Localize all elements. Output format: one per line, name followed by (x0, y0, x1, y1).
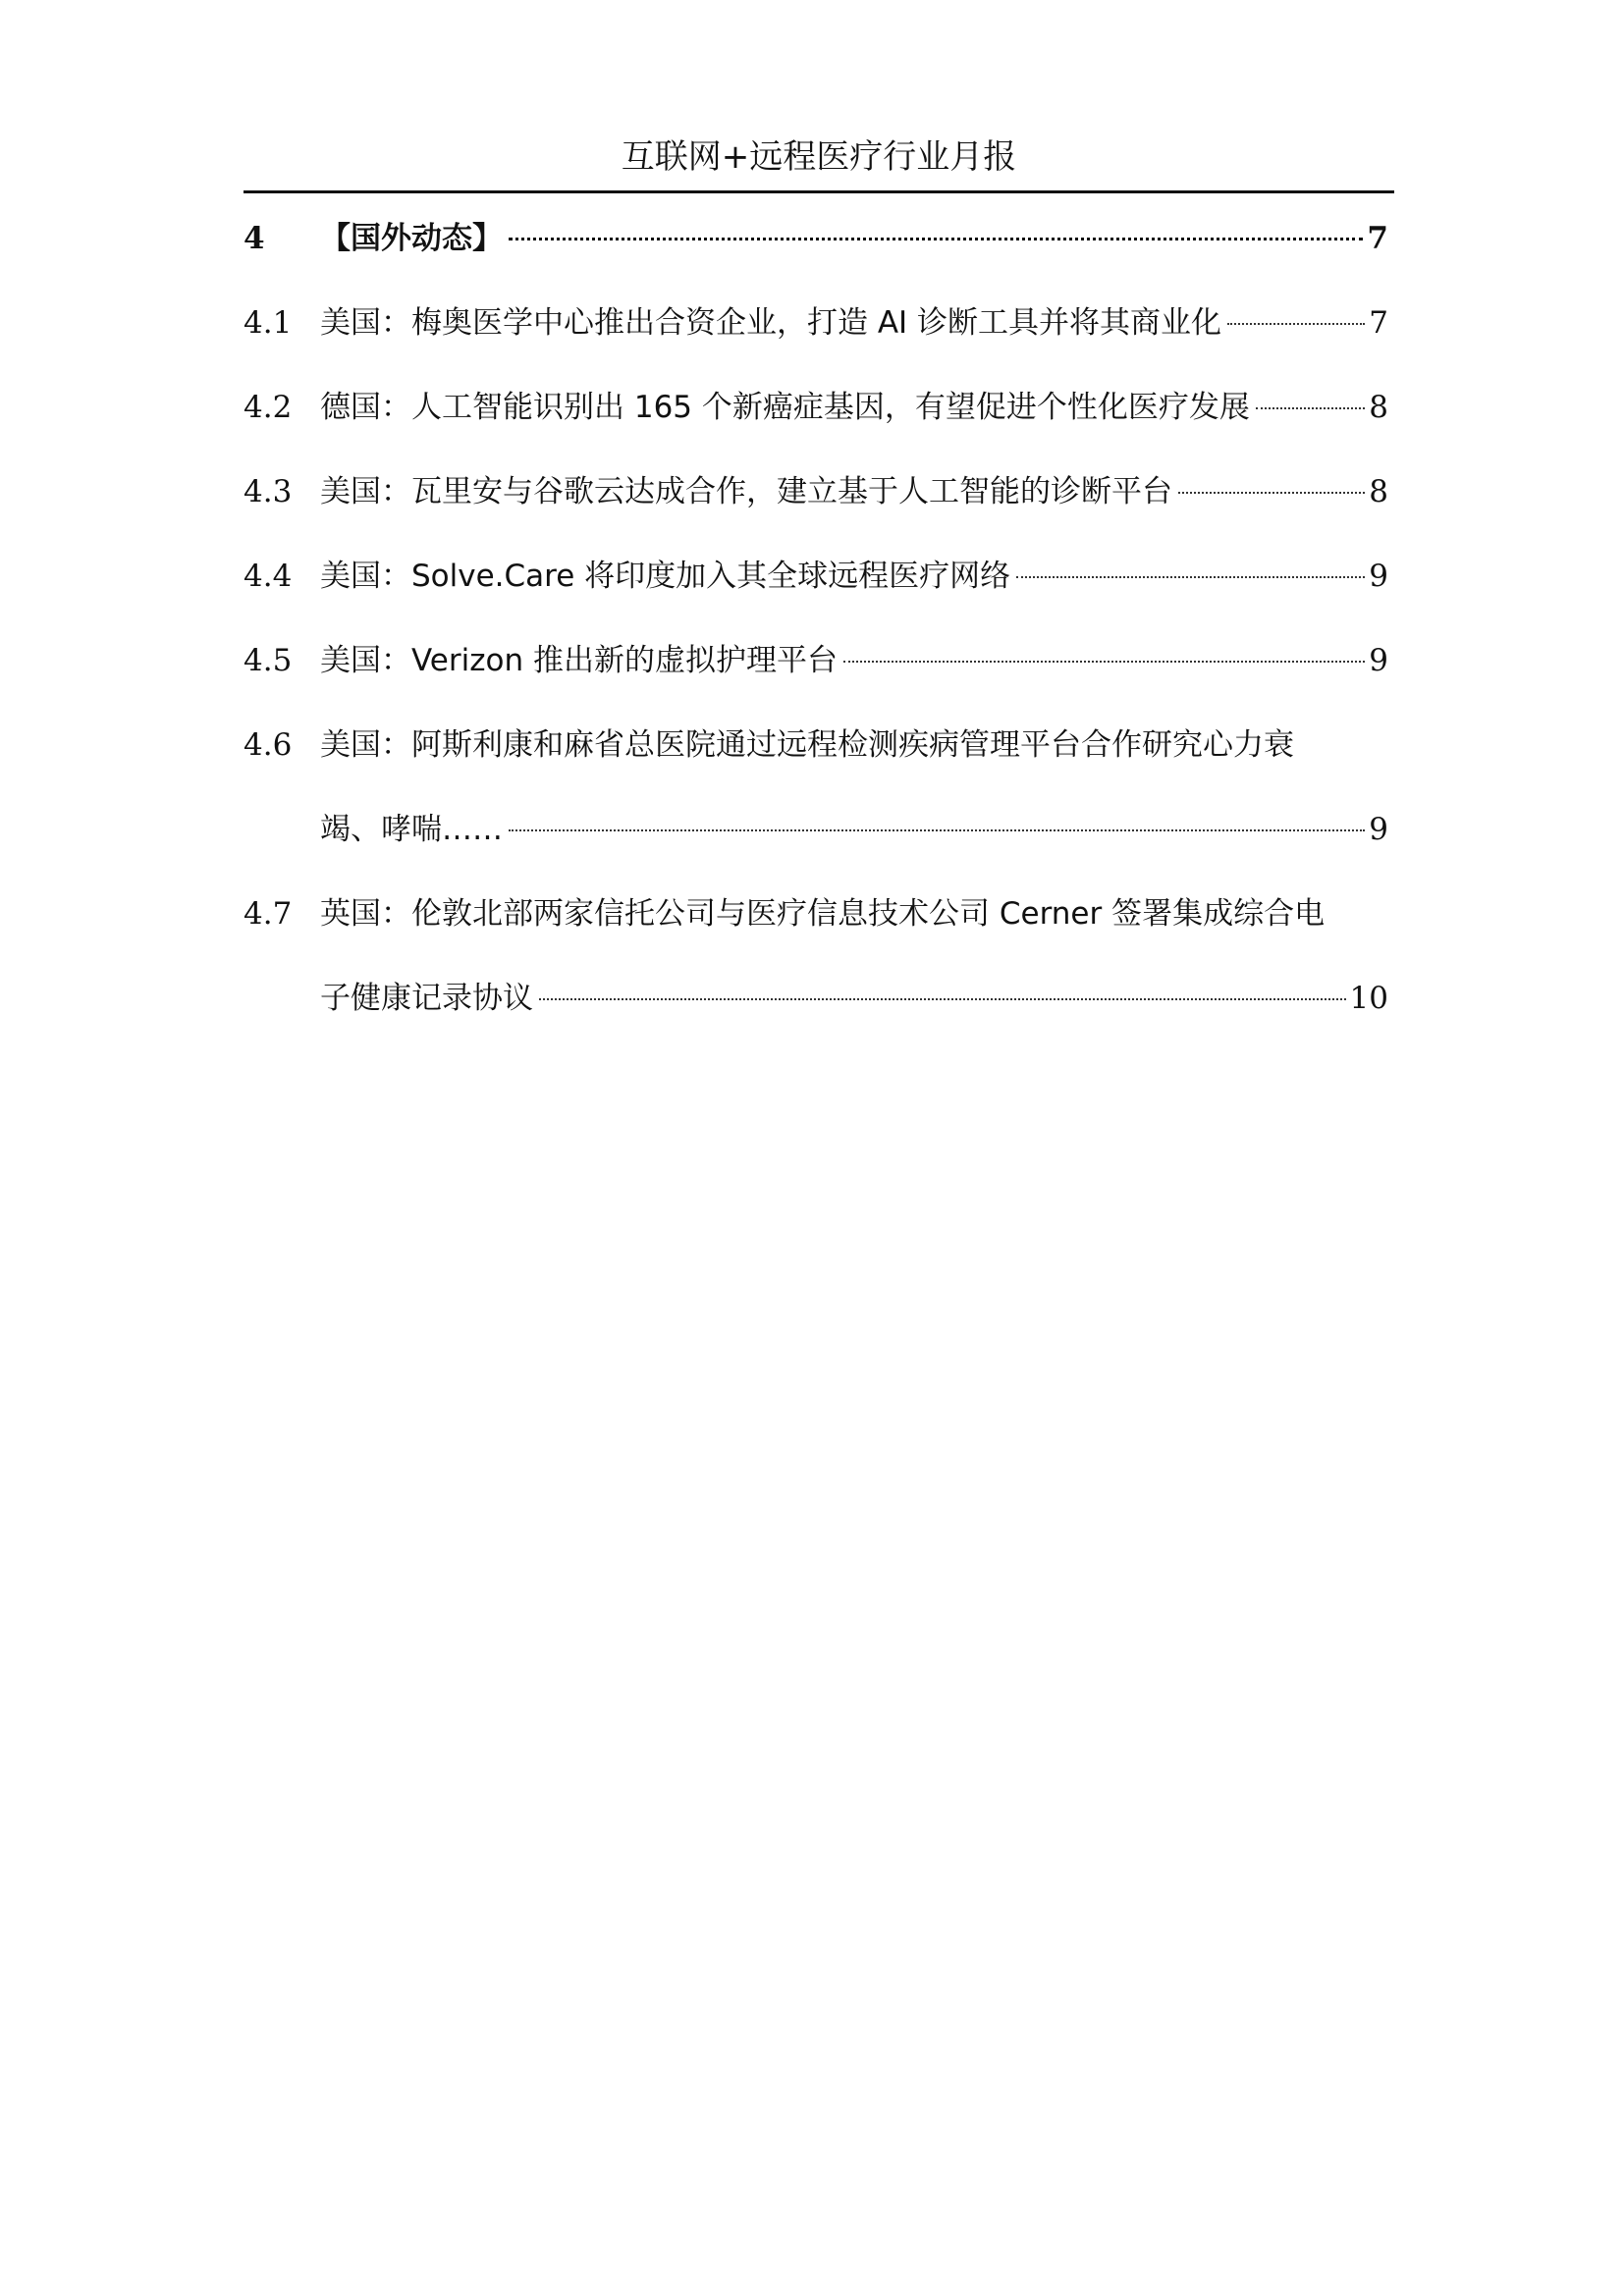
toc-page-number: 7 (1369, 305, 1388, 341)
toc-leader-dots (509, 238, 1363, 240)
toc-entry-number: 4.3 (244, 474, 293, 509)
toc-page-number: 9 (1369, 559, 1388, 594)
toc-leader-dots (509, 829, 1365, 831)
toc-entry-number: 4.4 (244, 559, 293, 594)
toc-entry-number: 4.5 (244, 643, 293, 678)
header-divider (244, 190, 1394, 193)
toc-leader-dots (1227, 323, 1365, 325)
toc-entry-title: 英国：伦敦北部两家信托公司与医疗信息技术公司 Cerner 签署集成综合电 (320, 896, 1326, 932)
toc-entry-number: 4.7 (244, 896, 293, 932)
toc-entry-title: 德国：人工智能识别出 165 个新癌症基因，有望促进个性化医疗发展 (320, 390, 1250, 425)
toc-page-number: 8 (1369, 390, 1388, 425)
toc-leader-dots (843, 661, 1365, 663)
toc-entry-number: 4.6 (244, 727, 293, 763)
toc-entry-4-4[interactable] (244, 534, 1388, 618)
toc-entry-title: 美国：Verizon 推出新的虚拟护理平台 (320, 643, 838, 678)
toc-leader-dots (1178, 492, 1365, 494)
toc-section-number: 4 (244, 221, 265, 256)
toc-entry-4-7[interactable] (244, 872, 1388, 1041)
toc-section-title: 【国外动态】 (320, 221, 503, 256)
table-of-contents (244, 196, 1388, 1041)
toc-entry-4-1[interactable] (244, 281, 1388, 365)
page-header-title: 互联网+远程医疗行业月报 (621, 137, 1017, 177)
toc-entry-4-2[interactable] (244, 365, 1388, 450)
toc-entry-number: 4.2 (244, 390, 293, 425)
toc-page-number: 10 (1349, 981, 1388, 1016)
toc-entry-title: 美国：Solve.Care 将印度加入其全球远程医疗网络 (320, 559, 1011, 594)
toc-page-number: 7 (1367, 221, 1388, 256)
toc-entry-title: 美国：梅奥医学中心推出合资企业，打造 AI 诊断工具并将其商业化 (320, 305, 1222, 341)
toc-leader-dots (1016, 576, 1365, 578)
toc-entry-4-5[interactable] (244, 618, 1388, 703)
toc-entry-title-continued: 竭、哮喘…… (320, 812, 503, 847)
toc-entry-title: 美国：阿斯利康和麻省总医院通过远程检测疾病管理平台合作研究心力衰 (320, 727, 1294, 763)
toc-entry-title-continued: 子健康记录协议 (320, 981, 533, 1016)
toc-page-number: 9 (1369, 643, 1388, 678)
toc-page-number: 9 (1369, 812, 1388, 847)
toc-entry-4-3[interactable] (244, 450, 1388, 534)
toc-leader-dots (539, 998, 1346, 1000)
toc-leader-dots (1256, 407, 1365, 409)
toc-page-number: 8 (1369, 474, 1388, 509)
toc-entry-4-6[interactable] (244, 703, 1388, 872)
toc-section-4[interactable] (244, 196, 1388, 281)
toc-entry-number: 4.1 (244, 305, 293, 341)
toc-entry-title: 美国：瓦里安与谷歌云达成合作，建立基于人工智能的诊断平台 (320, 474, 1172, 509)
